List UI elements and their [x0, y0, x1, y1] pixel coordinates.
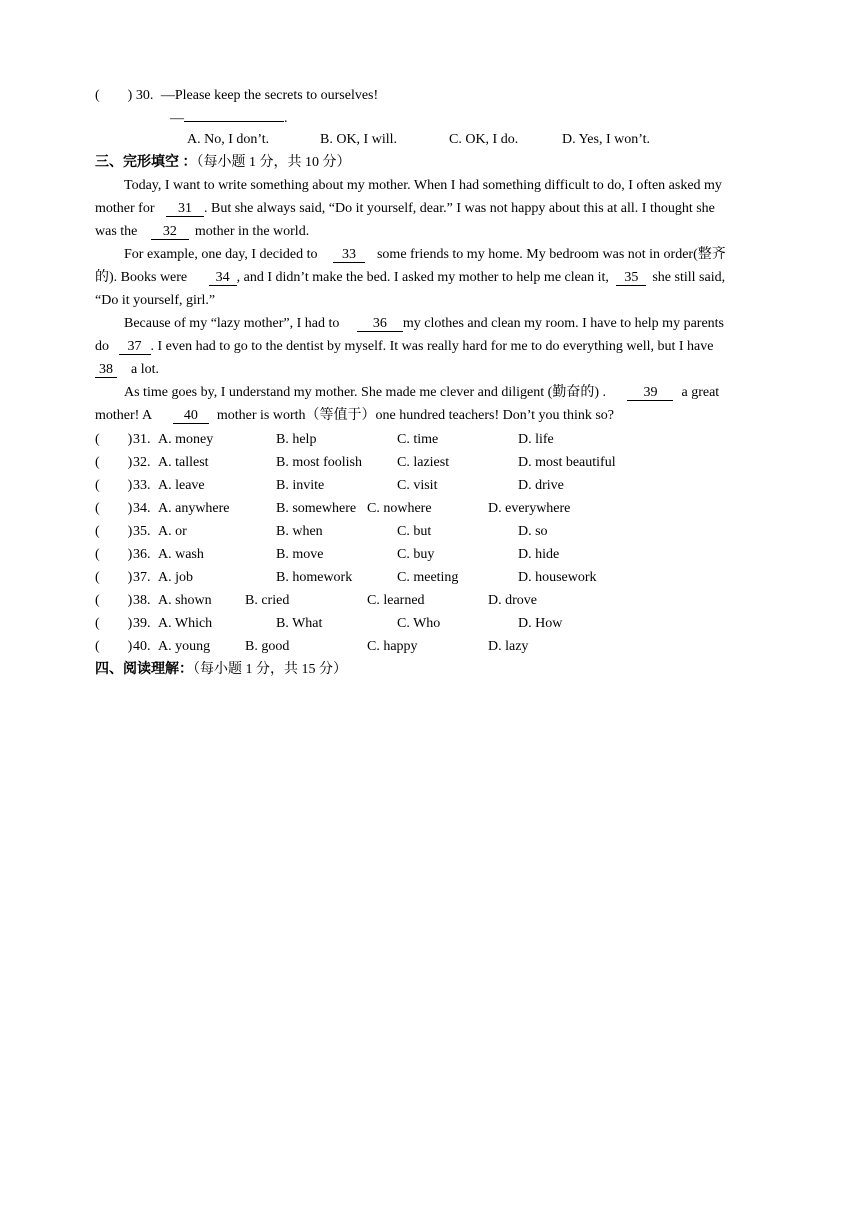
q30-option-c: C. OK, I do.	[449, 132, 519, 147]
passage-text: my clothes and clean my room. I have to help my parents	[402, 316, 724, 331]
passage-line-2	[95, 200, 715, 218]
passage-text: mother in the world.	[194, 224, 310, 239]
question-number: 31.	[133, 432, 151, 447]
answer-paren-open: (	[95, 593, 100, 608]
option-c: C. visit	[397, 478, 438, 493]
option-c: C. learned	[367, 593, 425, 608]
blank-35[interactable]: 35	[616, 270, 646, 286]
question-number: 36.	[133, 547, 151, 562]
answer-paren-close: )	[127, 524, 133, 539]
option-d: D. life	[518, 432, 554, 447]
passage-text: mother! A	[95, 408, 152, 423]
blank-38[interactable]: 38	[95, 362, 117, 378]
q30-reply-end: .	[284, 111, 288, 126]
answer-paren-close: )	[127, 88, 133, 103]
question-row	[95, 546, 132, 564]
blank-40[interactable]: 40	[173, 408, 209, 424]
passage-text: 的). Books were	[95, 270, 188, 285]
blank-31[interactable]: 31	[166, 201, 204, 217]
passage-line-9	[95, 361, 159, 379]
option-c: C. Who	[397, 616, 441, 631]
blank-33[interactable]: 33	[333, 247, 365, 263]
option-a: A. Which	[158, 616, 213, 631]
passage-text: some friends to my home. My bedroom was not in order(整齐	[376, 247, 726, 262]
q30-option-a: A. No, I don’t.	[187, 132, 270, 147]
option-d: D. so	[518, 524, 548, 539]
answer-paren-open: (	[95, 570, 100, 585]
answer-paren-open: (	[95, 88, 100, 103]
option-a: A. leave	[158, 478, 205, 493]
question-number: 34.	[133, 501, 151, 516]
passage-line-1: Today, I want to write something about my mother. When I had something difficult to do, I often asked my	[124, 178, 722, 193]
option-c: C. happy	[367, 639, 418, 654]
option-a: A. tallest	[158, 455, 209, 470]
answer-paren-close: )	[127, 455, 133, 470]
section4-note: （每小题 1 分，共 15 分）	[193, 662, 347, 677]
question-number: 37.	[133, 570, 151, 585]
q30-prompt: —Please keep the secrets to ourselves!	[160, 88, 379, 103]
option-a: A. or	[158, 524, 187, 539]
option-c: C. time	[397, 432, 439, 447]
answer-paren-open: (	[95, 616, 100, 631]
q30-reply-line	[170, 110, 288, 128]
answer-paren-open: (	[95, 501, 100, 516]
passage-line-10	[124, 384, 719, 402]
q30-reply-dash: —	[170, 111, 184, 126]
answer-paren-open: (	[95, 455, 100, 470]
option-c: C. but	[397, 524, 432, 539]
option-b: B. cried	[245, 593, 290, 608]
answer-paren-close: )	[127, 547, 133, 562]
blank-36[interactable]: 36	[357, 316, 403, 332]
passage-line-8	[95, 338, 713, 356]
option-a: A. anywhere	[158, 501, 230, 516]
section4-title: 四、阅读理解：	[95, 662, 193, 677]
option-d: D. hide	[518, 547, 560, 562]
q30-number: 30.	[135, 88, 154, 103]
blank-32[interactable]: 32	[151, 224, 189, 240]
option-d: D. drove	[488, 593, 537, 608]
question-row	[95, 454, 132, 472]
passage-line-4	[124, 246, 726, 264]
option-b: B. invite	[276, 478, 325, 493]
passage-text: . But she always said, “Do it yourself, dear.” I was not happy about this at all. I thought she	[203, 201, 715, 216]
option-b: B. most foolish	[276, 455, 362, 470]
passage-text: For example, one day, I decided to	[124, 247, 318, 262]
answer-paren-close: )	[127, 639, 133, 654]
answer-paren-close: )	[127, 432, 133, 447]
question-row	[95, 523, 132, 541]
answer-paren-close: )	[127, 616, 133, 631]
section3-title: 三、完形填空 ：	[95, 155, 197, 170]
option-b: B. good	[245, 639, 290, 654]
option-b: B. move	[276, 547, 324, 562]
question-row	[95, 569, 132, 587]
passage-text: As time goes by, I understand my mother. She made me clever and diligent (勤奋的) .	[124, 385, 606, 400]
answer-paren-open: (	[95, 639, 100, 654]
option-c: C. nowhere	[367, 501, 432, 516]
option-a: A. money	[158, 432, 214, 447]
option-c: C. laziest	[397, 455, 450, 470]
option-c: C. buy	[397, 547, 435, 562]
answer-paren-open: (	[95, 432, 100, 447]
passage-text: . I even had to go to the dentist by myself. It was really hard for me to do everything well, but I have	[150, 339, 714, 354]
option-d: D. lazy	[488, 639, 529, 654]
question-row	[95, 592, 132, 610]
option-b: B. help	[276, 432, 317, 447]
passage-text: a lot.	[131, 362, 159, 377]
passage-text: do	[95, 339, 109, 354]
option-c: C. meeting	[397, 570, 459, 585]
blank-39[interactable]: 39	[627, 385, 673, 401]
passage-line-11	[95, 407, 614, 425]
passage-text: mother is worth（等值于）one hundred teachers! Don’t you think so?	[216, 408, 615, 423]
passage-text: was the	[95, 224, 138, 239]
question-number: 33.	[133, 478, 151, 493]
question-row	[95, 477, 132, 495]
question-number: 32.	[133, 455, 151, 470]
q30-option-d: D. Yes, I won’t.	[562, 132, 651, 147]
option-a: A. young	[158, 639, 211, 654]
option-d: D. drive	[518, 478, 564, 493]
question-row	[95, 500, 132, 518]
blank-37[interactable]: 37	[119, 339, 151, 355]
option-a: A. job	[158, 570, 193, 585]
question-number: 40.	[133, 639, 151, 654]
question-number: 38.	[133, 593, 151, 608]
blank-34[interactable]: 34	[209, 270, 237, 286]
answer-paren-open: (	[95, 547, 100, 562]
answer-paren-open: (	[95, 524, 100, 539]
question-number: 39.	[133, 616, 151, 631]
option-a: A. wash	[158, 547, 204, 562]
option-d: D. everywhere	[488, 501, 571, 516]
question-row	[95, 431, 132, 449]
option-d: D. housework	[518, 570, 597, 585]
answer-paren-close: )	[127, 593, 133, 608]
answer-paren-open: (	[95, 478, 100, 493]
section4-heading	[95, 661, 347, 679]
answer-paren-close: )	[127, 501, 133, 516]
option-b: B. What	[276, 616, 323, 631]
q30-line	[95, 87, 378, 105]
section3-note: （每小题 1 分，共 10 分）	[196, 155, 351, 170]
q30-reply-blank[interactable]	[184, 121, 284, 122]
passage-line-5	[95, 269, 725, 287]
passage-line-7	[124, 315, 724, 333]
option-b: B. somewhere	[276, 501, 357, 516]
option-a: A. shown	[158, 593, 212, 608]
passage-text: mother for	[95, 201, 155, 216]
passage-line-6: “Do it yourself, girl.”	[95, 293, 216, 308]
question-row	[95, 615, 132, 633]
passage-line-3	[95, 223, 309, 241]
option-d: D. most beautiful	[518, 455, 616, 470]
option-d: D. How	[518, 616, 563, 631]
passage-text: Because of my “lazy mother”, I had to	[124, 316, 340, 331]
question-row	[95, 638, 132, 656]
q30-option-b: B. OK, I will.	[320, 132, 397, 147]
passage-text: a great	[681, 385, 720, 400]
passage-text: she still said,	[652, 270, 726, 285]
question-number: 35.	[133, 524, 151, 539]
answer-paren-close: )	[127, 478, 133, 493]
option-b: B. homework	[276, 570, 353, 585]
section3-heading	[95, 154, 351, 172]
option-b: B. when	[276, 524, 323, 539]
answer-paren-close: )	[127, 570, 133, 585]
passage-text: , and I didn’t make the bed. I asked my mother to help me clean it,	[236, 270, 609, 285]
